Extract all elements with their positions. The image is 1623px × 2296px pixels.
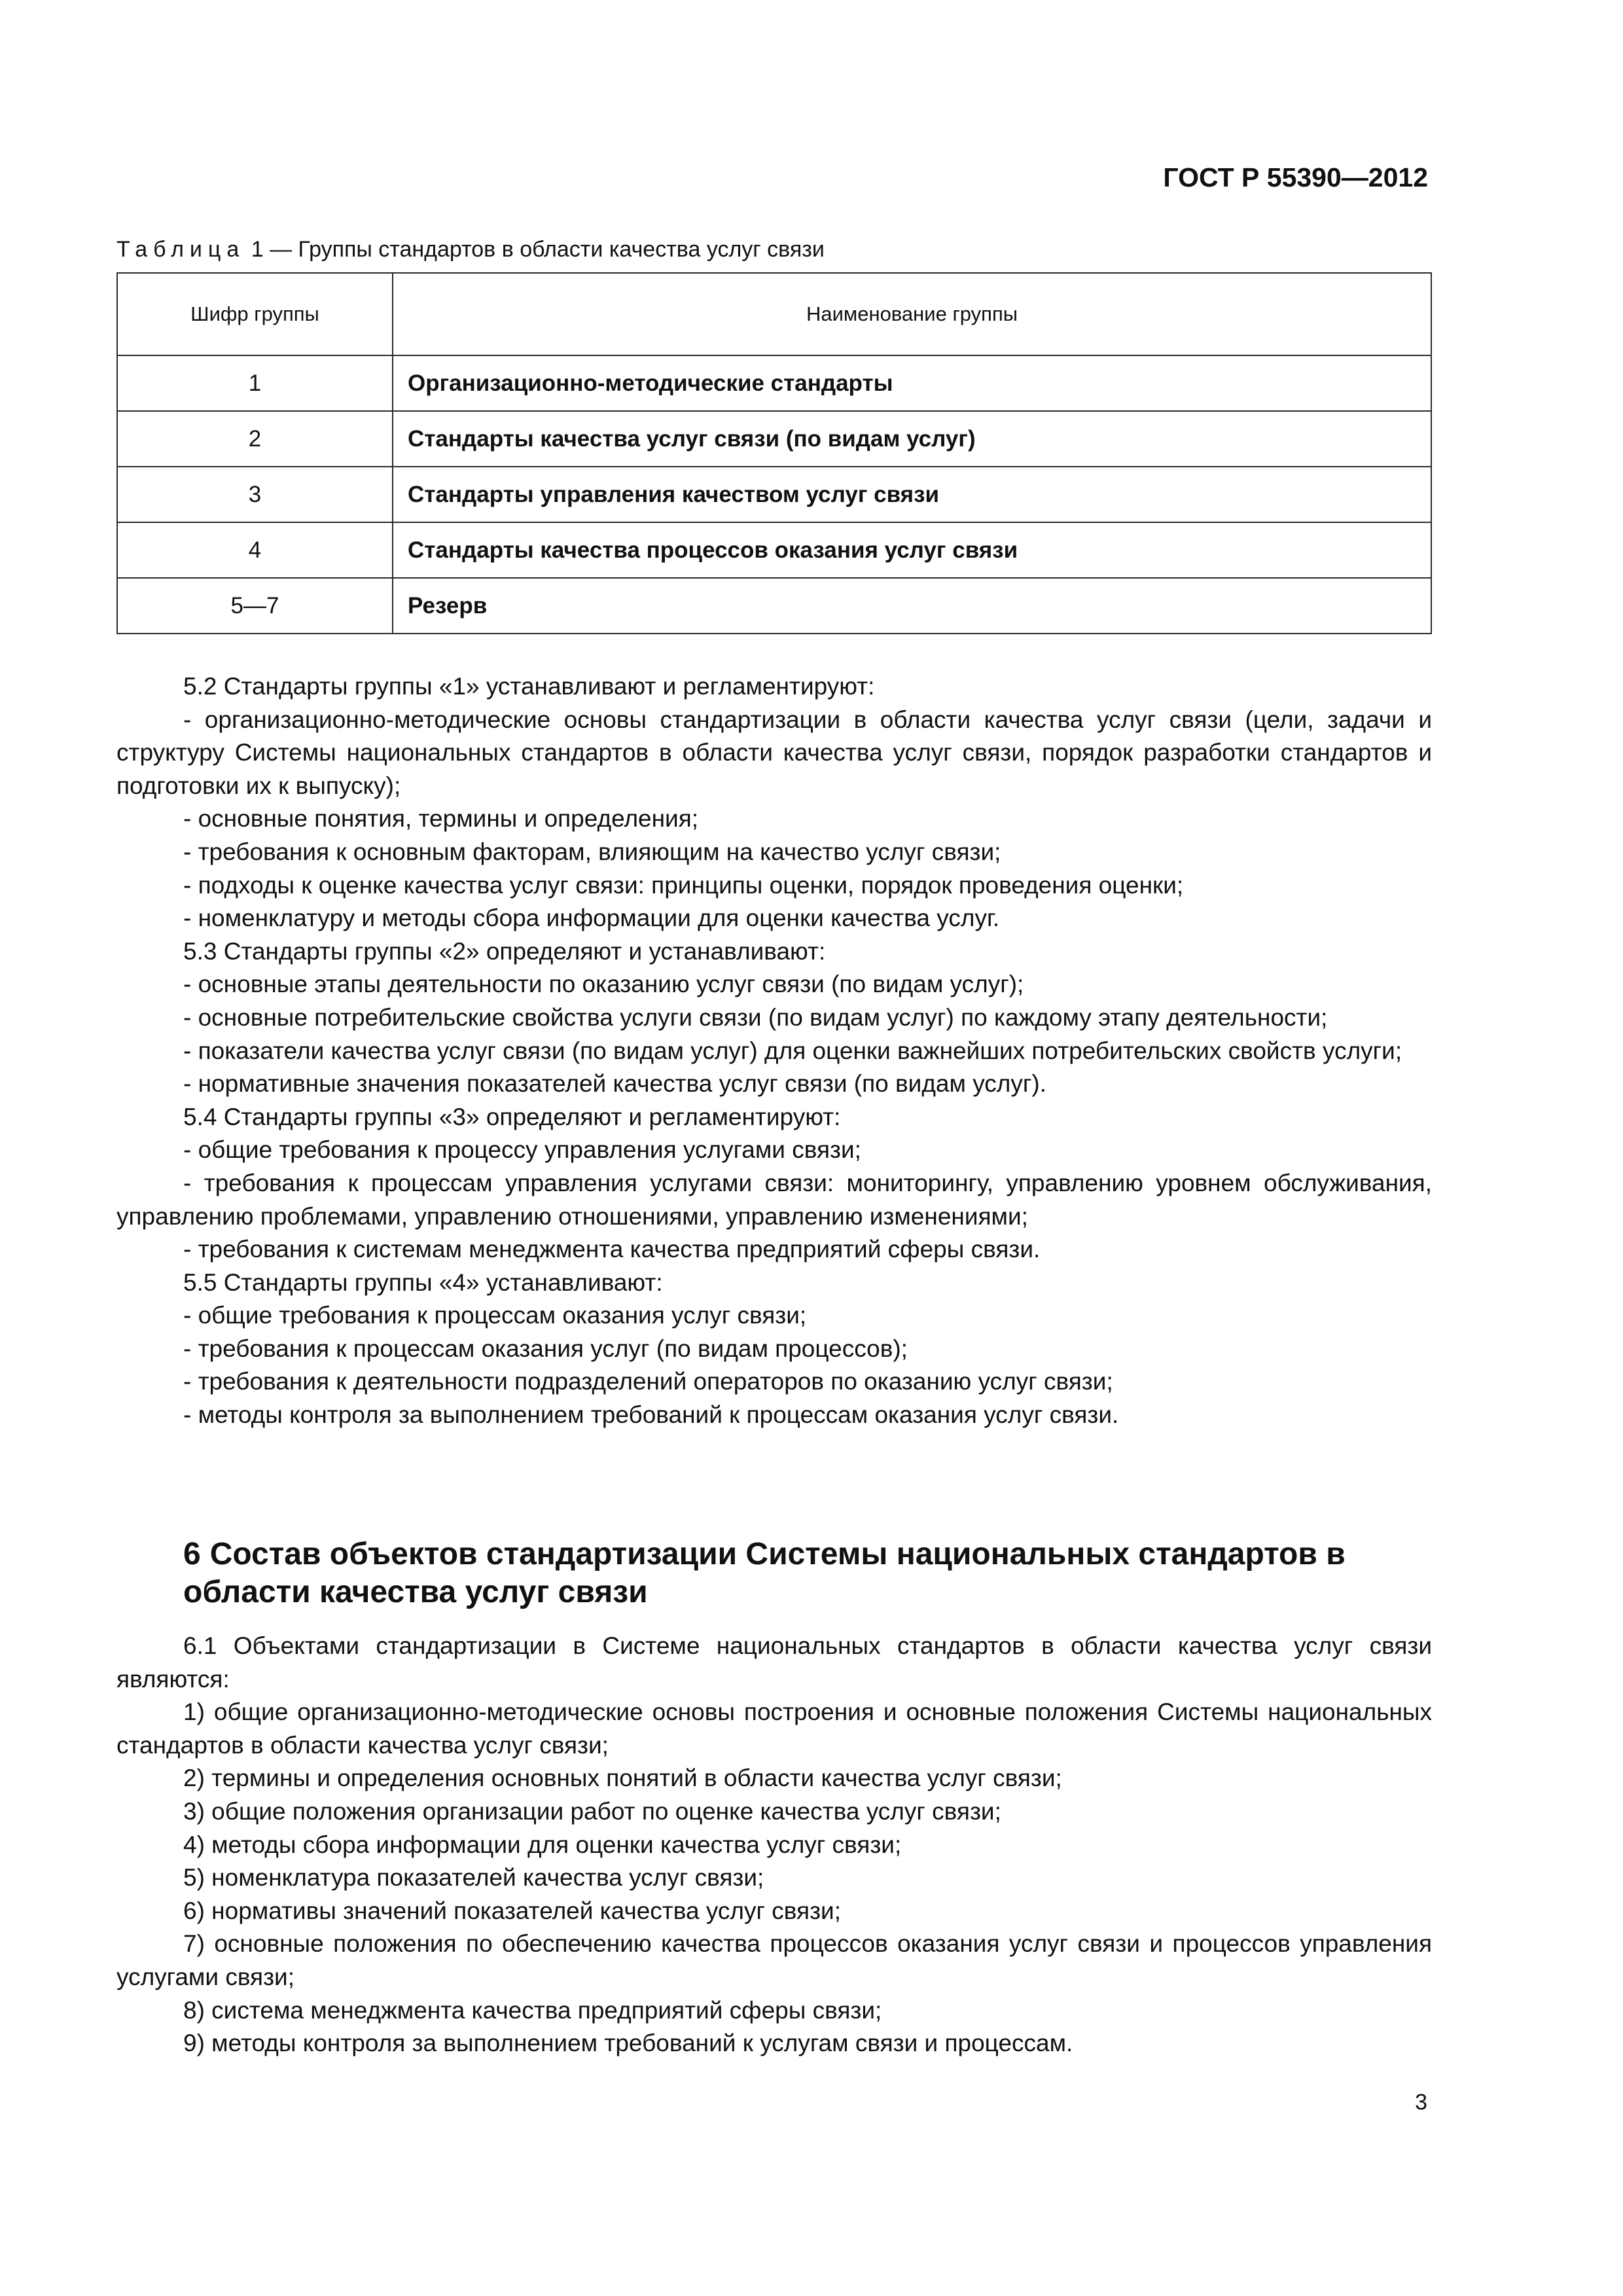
list-item: - подходы к оценке качества услуг связи: принципы оценки, порядок проведения оценки; xyxy=(183,871,1184,899)
header-name: Наименование группы xyxy=(393,273,1431,355)
row-name: Стандарты управления качеством услуг связи xyxy=(393,467,1431,522)
list-item: - показатели качества услуг связи (по видам услуг) для оценки важнейших потребительских свойств услуги; xyxy=(183,1037,1402,1064)
clause-5-4: 5.4 Стандарты группы «3» определяют и регламентируют: xyxy=(183,1103,841,1130)
list-item: - общие требования к процессам оказания услуг связи; xyxy=(183,1302,807,1329)
list-item: - требования к основным факторам, влияющим на качество услуг связи; xyxy=(183,838,1001,865)
row-code: 4 xyxy=(117,522,393,578)
list-item: - общие требования к процессу управления услугами связи; xyxy=(183,1136,861,1164)
row-code: 3 xyxy=(117,467,393,522)
list-item: 6) нормативы значений показателей качества услуг связи; xyxy=(183,1897,841,1924)
clause-5-5: 5.5 Стандарты группы «4» устанавливают: xyxy=(183,1268,663,1296)
clause-6-1: 6.1 Объектами стандартизации в Системе национальных стандартов в области качества услуг связи являются: xyxy=(116,1632,1432,1693)
row-name: Стандарты качества услуг связи (по видам услуг) xyxy=(393,411,1431,467)
list-item: 2) термины и определения основных понятий в области качества услуг связи; xyxy=(183,1765,1062,1792)
table-row xyxy=(117,355,1431,411)
clause-5-3: 5.3 Стандарты группы «2» определяют и устанавливают: xyxy=(183,937,826,965)
list-item: - нормативные значения показателей качества услуг связи (по видам услуг). xyxy=(183,1070,1046,1098)
list-item: - основные этапы деятельности по оказанию услуг связи (по видам услуг); xyxy=(183,971,1024,998)
groups-table xyxy=(116,272,1432,634)
list-item: - основные потребительские свойства услуги связи (по видам услуг) по каждому этапу деятельности; xyxy=(183,1003,1328,1031)
list-item: - требования к процессам управления услугами связи: мониторингу, управлению уровнем обслуживания, управлению проблемами, управлению отношениями, управлению изменениями; xyxy=(116,1169,1432,1230)
section-6-heading xyxy=(183,1535,1427,1611)
row-code: 5—7 xyxy=(117,578,393,634)
list-item: 1) общие организационно-методические основы построения и основные положения Системы национальных стандартов в области качества услуг связи; xyxy=(116,1698,1432,1759)
row-code: 2 xyxy=(117,411,393,467)
row-name: Организационно-методические стандарты xyxy=(393,355,1431,411)
list-item: 5) номенклатура показателей качества услуг связи; xyxy=(183,1864,764,1892)
list-item: - номенклатуру и методы сбора информации для оценки качества услуг. xyxy=(183,905,1000,932)
table-row xyxy=(117,522,1431,578)
page-number: 3 xyxy=(1415,2090,1427,2115)
section-6-number: 6 xyxy=(183,1537,201,1571)
list-item: - требования к процессам оказания услуг (по видам процессов); xyxy=(183,1335,908,1362)
table-row xyxy=(117,578,1431,634)
table-caption-text: 1 — Группы стандартов в области качества услуг связи xyxy=(245,237,825,262)
table-caption xyxy=(116,237,825,262)
list-item: 8) система менеджмента качества предприятий сферы связи; xyxy=(183,1996,882,2024)
clause-5-2: 5.2 Стандарты группы «1» устанавливают и регламентируют: xyxy=(183,673,875,700)
list-item: 7) основные положения по обеспечению качества процессов оказания услуг связи и процессов управления услугами связи; xyxy=(116,1930,1432,1990)
list-item: 9) методы контроля за выполнением требований к услугам связи и процессам. xyxy=(183,2030,1073,2057)
header-code: Шифр группы xyxy=(117,273,393,355)
section-6-title: Состав объектов стандартизации Системы национальных стандартов в области качества услуг связи xyxy=(183,1537,1346,1609)
table-header-row xyxy=(117,273,1431,355)
row-code: 1 xyxy=(117,355,393,411)
list-item: - методы контроля за выполнением требований к процессам оказания услуг связи. xyxy=(183,1401,1119,1429)
row-name: Стандарты качества процессов оказания услуг связи xyxy=(393,522,1431,578)
row-name: Резерв xyxy=(393,578,1431,634)
section-6-text xyxy=(116,1630,1432,2060)
list-item: - организационно-методические основы стандартизации в области качества услуг связи (цели, задачи и структуру Системы национальных стандартов в области качества услуг связи, порядок разработки стандартов и подготовки их к выпуску); xyxy=(116,706,1432,799)
list-item: - требования к деятельности подразделений операторов по оказанию услуг связи; xyxy=(183,1368,1113,1395)
section-5-text xyxy=(116,670,1432,1432)
table-row xyxy=(117,467,1431,522)
list-item: 3) общие положения организации работ по оценке качества услуг связи; xyxy=(183,1797,1001,1825)
list-item: - требования к системам менеджмента качества предприятий сферы связи. xyxy=(183,1236,1041,1263)
table-row xyxy=(117,411,1431,467)
list-item: - основные понятия, термины и определения; xyxy=(183,805,699,833)
list-item: 4) методы сбора информации для оценки качества услуг связи; xyxy=(183,1831,902,1858)
table-caption-word: Таблица xyxy=(116,237,245,262)
standard-id: ГОСТ Р 55390—2012 xyxy=(1163,162,1428,192)
